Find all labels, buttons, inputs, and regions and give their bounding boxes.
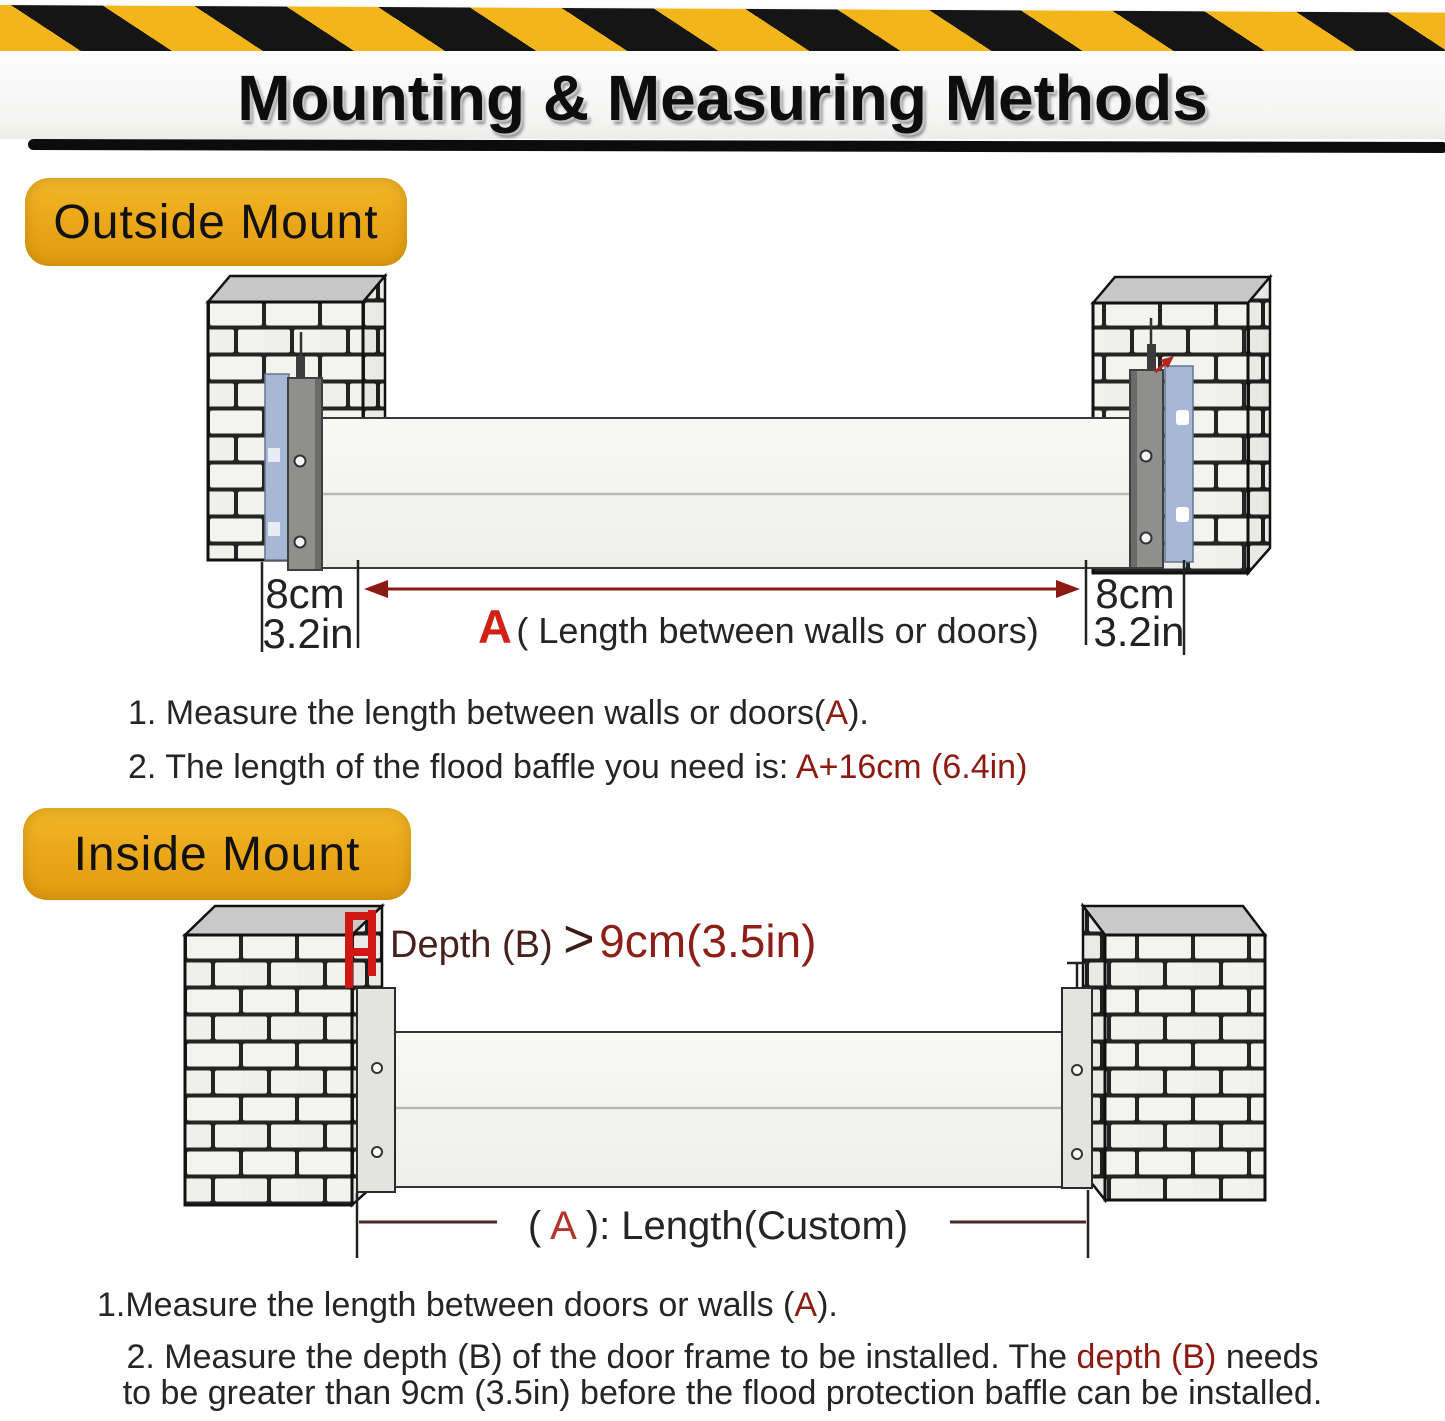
pillar-front-face bbox=[185, 935, 352, 1205]
length-label-a: A bbox=[550, 1204, 575, 1248]
span-arrowhead-right bbox=[1056, 580, 1080, 598]
inside-right-pillar bbox=[1083, 906, 1265, 1200]
outside-dimensions bbox=[262, 560, 1185, 657]
screw-hole bbox=[1141, 451, 1152, 462]
inside-mount-badge-label: Inside Mount bbox=[73, 827, 361, 881]
step-highlight-a: A bbox=[825, 694, 849, 732]
screw-hole bbox=[295, 537, 306, 548]
pillar-top-face bbox=[1083, 906, 1265, 935]
outside-mount-steps bbox=[128, 694, 1027, 802]
screw-hole bbox=[372, 1147, 382, 1157]
bracket-channel bbox=[357, 988, 395, 1192]
length-label-open: ( bbox=[527, 1204, 542, 1248]
step-highlight-depth: depth (B) bbox=[1076, 1338, 1217, 1376]
seal-strip bbox=[1165, 366, 1193, 562]
screw-hole bbox=[1072, 1149, 1082, 1159]
header-divider-bar bbox=[28, 139, 1445, 153]
inside-baffle bbox=[394, 1032, 1064, 1187]
outside-baffle bbox=[322, 418, 1130, 568]
seal-strip-mark bbox=[268, 522, 280, 536]
seal-strip-mark bbox=[268, 448, 280, 462]
depth-label-name: Depth (B) bbox=[390, 924, 564, 966]
length-label-rest: ): Length(Custom) bbox=[585, 1204, 909, 1248]
bracket-pin bbox=[296, 356, 305, 380]
pillar-top-face bbox=[208, 276, 385, 302]
step-highlight-a: A bbox=[794, 1286, 818, 1324]
outside-mount-badge-label: Outside Mount bbox=[53, 195, 379, 249]
span-label-a: A bbox=[478, 600, 512, 653]
step-highlight-formula: A+16cm (6.4in) bbox=[795, 748, 1028, 786]
left-dim-in: 3.2in bbox=[262, 610, 354, 657]
inside-mount-diagram bbox=[0, 900, 1445, 1265]
left-dim-cm: 8cm bbox=[265, 570, 345, 617]
pillar-top-face bbox=[1093, 277, 1270, 303]
screw-hole bbox=[1072, 1065, 1082, 1075]
span-label bbox=[478, 600, 1039, 653]
pillar-side-face bbox=[1248, 277, 1270, 573]
inside-mount-badge bbox=[23, 808, 411, 900]
inside-step-1: 1.Measure the length between doors or walls (A). bbox=[97, 1286, 838, 1324]
bracket-edge bbox=[315, 379, 321, 569]
bracket-pin bbox=[1147, 344, 1156, 370]
inside-step-2-line-1: 2. Measure the depth (B) of the door frame to be installed. The depth (B) needs bbox=[126, 1338, 1319, 1376]
outside-mount-diagram bbox=[0, 265, 1445, 690]
seal-strip-mark bbox=[1176, 410, 1189, 425]
baffle-panels bbox=[394, 1032, 1064, 1187]
length-label bbox=[528, 1204, 908, 1248]
inside-step-2 bbox=[0, 1339, 1445, 1411]
outside-step-2: 2. The length of the flood baffle you need is: A+16cm (6.4in) bbox=[128, 748, 1028, 786]
bracket-edge bbox=[1131, 371, 1137, 567]
depth-label bbox=[390, 909, 816, 969]
right-dim-cm: 8cm bbox=[1095, 570, 1175, 617]
span-label-rest: ( Length between walls or doors) bbox=[516, 610, 1039, 651]
pillar-front-face bbox=[1105, 935, 1265, 1200]
inside-step-2-line-2: to be greater than 9cm (3.5in) before the flood protection baffle can be installed. bbox=[122, 1374, 1323, 1412]
screw-hole bbox=[372, 1063, 382, 1073]
seal-strip-mark bbox=[1176, 507, 1189, 522]
inside-dimensions bbox=[357, 1190, 1088, 1258]
inside-right-bracket bbox=[1062, 962, 1092, 1188]
page-title: Mounting & Measuring Methods bbox=[237, 62, 1208, 134]
depth-label-value: 9cm(3.5in) bbox=[599, 915, 817, 967]
span-arrowhead-left bbox=[364, 580, 388, 598]
outside-mount-badge bbox=[25, 178, 407, 266]
screw-hole bbox=[1141, 533, 1152, 544]
depth-label-gt: > bbox=[563, 909, 595, 969]
right-dim-in: 3.2in bbox=[1093, 608, 1185, 655]
outside-step-1: 1. Measure the length between walls or doors(A). bbox=[128, 694, 869, 732]
screw-hole bbox=[295, 456, 306, 467]
